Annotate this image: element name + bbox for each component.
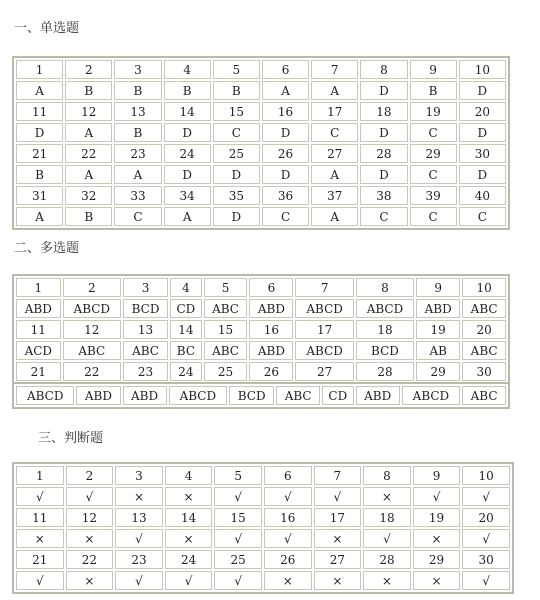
table-cell: 3 [115,466,163,485]
table-row [16,278,506,297]
table-cell: 14 [164,102,211,121]
table-cell: 10 [462,278,506,297]
table-cell: 12 [63,320,121,339]
table-cell: ABC [462,299,506,318]
table-cell: ABCD [169,386,227,405]
table-cell: 38 [360,186,407,205]
table-cell: 20 [462,508,510,527]
table-cell: 4 [170,278,202,297]
table-cell: 13 [115,508,163,527]
table-cell: √ [314,487,362,506]
table-cell: ABD [76,386,120,405]
table-cell: B [114,81,161,100]
table-cell: 25 [214,550,262,569]
table-row [16,466,510,485]
table-cell: √ [462,487,510,506]
table-cell: 18 [356,320,414,339]
table-cell: × [66,529,114,548]
table-cell: ABD [123,386,167,405]
table-cell: BC [170,341,202,360]
table-cell: C [262,207,309,226]
table-cell: A [164,207,211,226]
table-row [16,550,510,569]
table-cell: 12 [65,102,112,121]
table-cell: A [311,207,358,226]
single-choice-answer-table [12,56,510,230]
table-cell: 26 [262,144,309,163]
table-cell: 11 [16,320,61,339]
table-cell: ABC [276,386,320,405]
table-cell: 2 [66,466,114,485]
multiple-choice-answer-table [12,274,510,385]
table-row [16,186,506,205]
single-choice-heading: 一、单选题 [14,21,80,36]
table-cell: 8 [363,466,411,485]
table-cell: 26 [249,362,293,381]
table-cell: 23 [115,550,163,569]
table-cell: 26 [264,550,312,569]
table-cell: 15 [213,102,260,121]
table-cell: 36 [262,186,309,205]
table-row [16,571,510,590]
table-cell: 35 [213,186,260,205]
table-cell: B [16,165,63,184]
table-cell: √ [264,529,312,548]
table-cell: 5 [213,60,260,79]
table-cell: √ [115,571,163,590]
table-cell: C [213,123,260,142]
table-cell: C [410,165,457,184]
table-row [16,299,506,318]
table-cell: 33 [114,186,161,205]
table-row [16,386,506,405]
table-row [16,144,506,163]
table-cell: 16 [264,508,312,527]
table-row [16,207,506,226]
table-cell: D [213,207,260,226]
table-cell: CD [170,299,202,318]
table-cell: 22 [65,144,112,163]
table-cell: 21 [16,550,64,569]
table-cell: × [264,571,312,590]
table-cell: A [262,81,309,100]
table-cell: ABD [416,299,460,318]
table-cell: × [314,529,362,548]
table-cell: 1 [16,466,64,485]
table-cell: 3 [123,278,168,297]
table-cell: 27 [314,550,362,569]
table-cell: 8 [356,278,414,297]
multiple-choice-answer-table-continued [12,382,510,409]
table-row [16,165,506,184]
table-cell: ABD [249,299,293,318]
table-cell: × [314,571,362,590]
table-cell: C [311,123,358,142]
table-cell: 8 [360,60,407,79]
table-cell: D [459,165,506,184]
table-cell: ABC [63,341,121,360]
table-cell: 30 [462,362,506,381]
table-cell: 37 [311,186,358,205]
table-cell: × [115,487,163,506]
table-row [16,508,510,527]
table-cell: × [413,529,461,548]
table-cell: 11 [16,102,63,121]
table-cell: ABCD [295,299,353,318]
table-cell: D [360,81,407,100]
table-cell: × [363,571,411,590]
table-cell: C [360,207,407,226]
table-cell: 10 [459,60,506,79]
table-cell: 7 [311,60,358,79]
table-cell: BCD [356,341,414,360]
table-cell: 27 [311,144,358,163]
table-cell: √ [16,487,64,506]
table-cell: 13 [123,320,168,339]
table-cell: 11 [16,508,64,527]
table-cell: √ [363,529,411,548]
table-cell: √ [214,529,262,548]
table-cell: 2 [63,278,121,297]
table-cell: 17 [311,102,358,121]
table-cell: 4 [165,466,213,485]
table-cell: 5 [204,278,248,297]
true-false-answer-table [12,462,514,594]
table-cell: 14 [170,320,202,339]
table-cell: BCD [229,386,274,405]
table-cell: 9 [413,466,461,485]
table-cell: B [213,81,260,100]
table-cell: 7 [295,278,353,297]
table-cell: 23 [123,362,168,381]
table-cell: ACD [16,341,61,360]
table-cell: 40 [459,186,506,205]
table-cell: A [16,81,63,100]
table-cell: D [164,165,211,184]
table-cell: ABCD [356,299,414,318]
table-cell: 20 [462,320,506,339]
table-cell: 25 [213,144,260,163]
table-cell: 12 [66,508,114,527]
table-cell: ABC [204,299,248,318]
table-cell: ABCD [295,341,353,360]
table-cell: ABCD [63,299,121,318]
table-cell: √ [462,571,510,590]
table-cell: 6 [262,60,309,79]
table-cell: 9 [416,278,460,297]
table-cell: 22 [63,362,121,381]
table-row [16,320,506,339]
table-cell: A [65,123,112,142]
table-cell: ABD [356,386,400,405]
table-cell: 21 [16,144,63,163]
table-cell: 28 [360,144,407,163]
table-row [16,81,506,100]
table-cell: D [213,165,260,184]
table-cell: √ [66,487,114,506]
table-cell: 39 [410,186,457,205]
table-cell: 18 [360,102,407,121]
table-cell: B [410,81,457,100]
table-cell: 23 [114,144,161,163]
table-cell: 14 [165,508,213,527]
table-cell: 1 [16,60,63,79]
table-cell: A [16,207,63,226]
table-cell: 21 [16,362,61,381]
table-cell: 15 [204,320,248,339]
table-cell: ABC [462,341,506,360]
table-row [16,60,506,79]
table-cell: 16 [249,320,293,339]
table-cell: A [114,165,161,184]
table-cell: B [164,81,211,100]
table-cell: √ [115,529,163,548]
table-cell: √ [16,571,64,590]
table-row [16,123,506,142]
table-cell: ABC [204,341,248,360]
table-cell: 30 [462,550,510,569]
table-cell: A [311,165,358,184]
table-cell: 24 [165,550,213,569]
table-cell: 29 [416,362,460,381]
table-cell: D [459,81,506,100]
table-cell: 19 [413,508,461,527]
table-cell: D [360,123,407,142]
table-cell: D [262,165,309,184]
table-cell: ABC [123,341,168,360]
table-cell: 5 [214,466,262,485]
table-cell: ABCD [16,386,74,405]
table-cell: 31 [16,186,63,205]
table-cell: 19 [416,320,460,339]
table-cell: × [165,487,213,506]
table-cell: 10 [462,466,510,485]
table-cell: B [114,123,161,142]
table-cell: C [114,207,161,226]
table-cell: 32 [65,186,112,205]
table-cell: A [311,81,358,100]
table-cell: 2 [65,60,112,79]
table-cell: 34 [164,186,211,205]
table-cell: × [16,529,64,548]
table-cell: × [363,487,411,506]
table-cell: D [360,165,407,184]
table-cell: 28 [356,362,414,381]
table-cell: 28 [363,550,411,569]
table-cell: 7 [314,466,362,485]
table-cell: A [65,165,112,184]
table-cell: 27 [295,362,353,381]
table-cell: 20 [459,102,506,121]
table-cell: C [410,123,457,142]
table-cell: × [66,571,114,590]
table-cell: C [459,207,506,226]
table-cell: 6 [249,278,293,297]
table-cell: 4 [164,60,211,79]
table-row [16,362,506,381]
multiple-choice-heading: 二、多选题 [14,241,80,256]
table-cell: 29 [410,144,457,163]
table-cell: 19 [410,102,457,121]
table-row [16,102,506,121]
table-cell: D [164,123,211,142]
table-cell: D [262,123,309,142]
table-cell: √ [264,487,312,506]
table-cell: B [65,207,112,226]
table-cell: 18 [363,508,411,527]
table-cell: 24 [164,144,211,163]
table-cell: 25 [204,362,248,381]
table-cell: AB [416,341,460,360]
table-cell: 24 [170,362,202,381]
table-cell: 9 [410,60,457,79]
table-cell: ABC [462,386,506,405]
table-cell: × [413,571,461,590]
table-cell: D [16,123,63,142]
table-cell: 3 [114,60,161,79]
table-row [16,487,510,506]
table-cell: √ [214,571,262,590]
table-cell: C [410,207,457,226]
table-cell: √ [462,529,510,548]
table-cell: 13 [114,102,161,121]
table-cell: √ [214,487,262,506]
table-cell: 22 [66,550,114,569]
table-cell: √ [413,487,461,506]
table-cell: × [165,529,213,548]
table-cell: 15 [214,508,262,527]
table-row [16,341,506,360]
table-row [16,529,510,548]
table-cell: ABD [16,299,61,318]
table-cell: D [459,123,506,142]
table-cell: ABD [249,341,293,360]
table-cell: ABCD [402,386,460,405]
table-cell: 6 [264,466,312,485]
table-cell: 29 [413,550,461,569]
table-cell: 17 [314,508,362,527]
table-cell: √ [165,571,213,590]
table-cell: 30 [459,144,506,163]
table-cell: 17 [295,320,353,339]
table-cell: 1 [16,278,61,297]
table-cell: 16 [262,102,309,121]
table-cell: BCD [123,299,168,318]
table-cell: CD [322,386,354,405]
table-cell: B [65,81,112,100]
true-false-heading: 三、判断题 [38,431,104,446]
